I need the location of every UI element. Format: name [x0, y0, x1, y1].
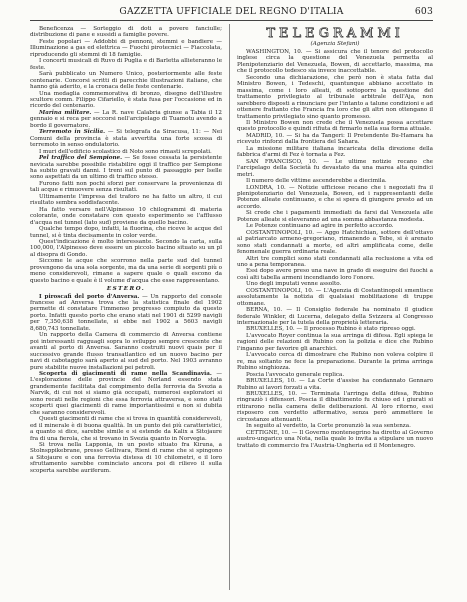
section-heading-estero: ESTERO.	[106, 286, 146, 293]
paragraph: Si trova nella Lapponia, in un posto situato fra Kiruna, a Stolnsppikebrane, presso Gellivara, Rieni di rame che si spingono a Sitojaure e con una ferrovia distesa di 10 chilometri, e il loro sfruttamento sarebbe cominciato ancora poi di rilievo il sulla scoperta sarebbe auriferum.	[30, 442, 222, 474]
article-text: — L'esplorazione delle provincie del Norland essendo stata grandemente facilitata dal compimento della ferrovia da Svezia a Narvik, di cui noi si siamo già occupati, numerosi esploratori si sono recati nelle regioni che essa ferrovia attraversa, e sono stati scoperti quei giacimenti di rame importantissimi e non si dubita che saranno considerevoli.	[30, 371, 222, 416]
telegram-paragraph	[237, 288, 433, 307]
page-number: 603	[414, 6, 433, 17]
paragraph: Ultimamente l'impresa del traforo ne ha fatto un altro, il cui risultato sembra soddisfacente.	[30, 193, 222, 207]
article-text: — Si telegrafa da Siracusa, 11: — Nei Comuni della provincia è stata avvertita una forte scossa di terremoto in senso ondulatorio.	[30, 129, 223, 149]
article-scoperta	[30, 371, 222, 416]
telegram-dateline: WASHINGTON, 10.	[246, 49, 303, 55]
telegram-paragraph	[237, 352, 433, 371]
telegram-text: — L'Agenzia di Costantinopoli smentisce assolutamente la notizia di qualsiasi mobilitazione di truppe ottomane.	[237, 287, 433, 307]
paragraph: Un rapporto della Camera di commercio di Anversa contiene poi interessanti ragguagli sopra lo sviluppo sempre crescente che avanti al porto di Anversa. Saranno costruiti nuovi quais per il successivo grande flusso transatlantico ed un nuovo bacino per navi di cabotaggio sarà aperto al sud del porto. Nel 1903 avranno pure stabilite nuove installazioni pei petroli.	[30, 332, 222, 371]
newspaper-title: GAZZETTA UFFICIALE DEL REGNO D'ITALIA	[119, 6, 344, 17]
right-column	[237, 26, 433, 449]
telegram-text: Essi dopo avere preso una nave in grado di eseguire dei fuochi a così alti tabella armeni incendiando loro l'onore.	[237, 268, 433, 281]
paragraph: Una medaglia commemorativa di bronzo, disegno dell'illustre scultore comm. Filippo Cifariello, è stata fusa per l'occasione ed in ricordo del centenario.	[30, 90, 222, 110]
article-heading: I piroscafi del porto d'Anversa.	[39, 293, 140, 300]
paragraph: Questi giacimenti di rame che si trova in quantità considerevoli, ed il minerale è di buona qualità. In un punto dei più caratteristici, a quanto si dice, sarebbe simile e si estende da Kalix a Sitojaure fra di una fierola, che si trovano in Svezia quanto in Norvegia.	[30, 416, 222, 442]
telegram-text: Secondo una dichiarazione, che però non è stata fatta dal Ministro Bowen, i Tedeschi, quantunque abbiano accettato in massima, come i loro alleati, di sottoporre la questione del trattamento privilegiato al tribunale arbitrale dell'Aja, non sarebbero disposti a rinunciare per l'intanto a talune condizioni e ad ottenere frattanto che Francia fra loro che gli altri non ottengano il trattamento privilegiato sino quanto promesso.	[237, 74, 433, 120]
article-terremoto	[30, 129, 222, 148]
column-divider	[229, 24, 230, 590]
telegram-text: Uno degli imputati venne assolto.	[246, 281, 342, 288]
paragraph: Siccome le acque che scorrono nella parte sud del tunnel provengono da una sola sorgente, ma da una serie di sorgenti più o meno considerevoli, rimane a sapere quale o quali escono da questo bacino e quale è il volume d'acqua che esse rappresentano.	[30, 258, 222, 284]
telegram-dateline: BERNA, 10.	[246, 307, 283, 314]
telegram-paragraph	[237, 256, 433, 269]
telegram-text: — Si assicura che il tenore del protocollo inglese circa la questione del Venezuela permetta al Plenipotenziario del Venezuela, Bowen, di accettarlo, massima, ma che il protocollo tedesco sia invece inaccettabile.	[237, 49, 433, 75]
telegram-dateline: BRUXELLES, 10.	[246, 391, 298, 398]
article-text: — La R. nave Calabria giunse a Tabia il 12 gennaio e si reca per soccorsi nell'arcipelago di Tuamotu avendo a bordo il governatore.	[30, 109, 222, 129]
telegram-dateline: COSTANTINOPOLI, 10.	[246, 229, 314, 236]
paragraph: I concerti musicali di Ruvo di Puglia e di Barletta allieteranno le feste.	[30, 58, 222, 71]
telegram-paragraph	[237, 159, 433, 178]
paragraph: Ha fatto versare nell'Alpinesso 10 chilogrammi di materia colorante, onde constatare con questo esperimento se l'afflusso d'acqua nel tunnel (lato sud) proviene da quello bacino.	[30, 206, 222, 226]
telegram-text: — Terminata l'arringa della difesa, Rubino ringraziò i difensori. Poscia il dibattimento fu chiuso ed i giurati si ritirarono nella camera delle deliberazioni. Al loro ritorno, essi risposero con verdetto affermativo, senza però ammettere le circostanze attenuanti.	[237, 391, 434, 423]
article-marina	[30, 110, 222, 129]
telegram-text: La missione militare italiana incaricata della direzione della fabbrica d'armi di Fez è tornata a Fez.	[237, 145, 433, 159]
telegram-list	[237, 49, 433, 449]
telegram-text: Si crede che i pagamenti immediati da farsi dal Venezuela alle Potenze alleate si eleveranno ad una somma abbastanza modesta.	[237, 210, 433, 223]
telegram-text: Altri tre complici sono stati condannati alla reclusione a vita ed uno a pena temporanea.	[237, 255, 433, 268]
telegram-paragraph	[237, 378, 433, 391]
paragraph: Sarà pubblicato un Numero Unico, posteriormente alle feste centenarie. Concorsi scritti di parecchie illustrazioni italiane, che hanno già aderito, e la cronaca delle feste centenarie.	[30, 71, 222, 91]
telegram-text: — Il processo Rubino è stato ripreso oggi.	[296, 326, 416, 333]
telegram-text: Le Potenze continuano ad agire in perfetto accordo.	[246, 223, 394, 230]
telegram-paragraph	[237, 185, 433, 211]
telegram-paragraph	[237, 210, 433, 223]
intro-section	[30, 26, 222, 110]
banner-title: TELEGRAMMI	[266, 26, 404, 41]
header-rule	[30, 20, 433, 21]
telegram-text: Poscia l'avvocato generale replica.	[246, 371, 345, 378]
paragraph: Quest'indicazione è molto interessante. Secondo la carta, sulla 100,000, l'Alpinesso deve essere un piccolo bacino situato su un pl al disopra di Gondo.	[30, 238, 222, 258]
telegram-dateline: LONDRA, 10.	[246, 184, 286, 191]
telegram-paragraph	[237, 307, 433, 326]
telegram-text: Il numero delle vittime ascenderebbe a diecimila.	[246, 178, 387, 185]
article-heading: Terremoto in Sicilia.	[39, 129, 106, 136]
article-traffico	[30, 155, 222, 181]
paragraph: Beneficenza — Sorteggio di doti a povere fanciulle; distribuzione di pane e sussidi a famiglie povere.	[30, 26, 222, 39]
telegrammi-banner	[237, 26, 433, 47]
telegram-paragraph	[237, 49, 433, 75]
banner-subtitle: (Agenzia Stefani)	[310, 41, 360, 47]
paragraph: I muri dell'edificio scolastico di Noto sono rimasti screpolati.	[39, 148, 212, 155]
telegram-dateline: BRUXELLES, 10.	[246, 326, 295, 333]
paragraph: Feste popolari — Addobbi di pennoni, stemmi e bandiere — Illuminazione a gas ed elettrica — Fuochi pirotecnici — Fiaccolata, riproducendo gli stemmi di 18 famiglie.	[30, 38, 222, 58]
telegram-paragraph	[237, 430, 433, 449]
paragraph: Furono fatti non pochi sforzi per conservare la provenienza di tali acque e rimuovere senza risultati.	[30, 180, 222, 194]
telegram-paragraph	[237, 333, 433, 352]
telegram-text: L'avvocato Royer continua la sua arringa di difesa. Egli spiega le ragioni delle relazioni di Rubino con la polizia e dice che Rubino l'inganno per favorire gli anarchici.	[237, 332, 433, 352]
telegram-paragraph	[237, 268, 433, 281]
page-header	[30, 6, 433, 20]
telegram-dateline: COSTANTINOPOLI, 10.	[246, 287, 314, 294]
telegram-paragraph	[237, 120, 433, 133]
left-column	[30, 26, 222, 474]
telegram-text: — Il Consiglio federale ha nominato il giudice federale Winkler, di Lucerna, delegato della Svizzera al Congresso internazionale per la tutela della proprietà letteraria.	[237, 307, 433, 327]
telegram-text: In seguito al verdetto, la Corte pronunziò la sua sentenza.	[246, 423, 411, 430]
telegram-text: — Si ha da Tangeri: Il Pretendente Bu-Hamara ha ricevuto rinforzi dalla frontiera del Sahara.	[237, 132, 433, 146]
paragraph: Qualche tempo dopo, infatti, la fluorina, che riceve le acque del tunnel, si è tinta decisamente in color verde.	[30, 226, 222, 239]
telegram-paragraph	[237, 75, 433, 120]
telegram-text: — Il Governo montenegrino ha diretto al Governo austro-ungarico una Nota, nella quale lo invita a stipulare un nuovo trattato di commercio fra l'Austria-Ungheria ed il Montenegro.	[237, 429, 434, 449]
article-text: — Un rapporto del console francese ad Anversa trova che la statistica finale del 1902 permette di constatare l'immenso progresso compiuto da questo porto. Infatti questo porto che erano stati nel 1901 di 5299 navigli per 7,350,638 tonnellate, si ebbe nel 1902 a 5603 navigli 8,680,743 tonnellate.	[30, 293, 222, 332]
telegram-dateline: CETTIGNE, 10.	[246, 429, 291, 436]
telegram-text: Il Ministro Bowen non crede che il Venezuela possa accettare questo protocollo e quindi rifiuta di firmarlo nella sua forma attuale.	[237, 119, 433, 133]
telegram-text: — Le ultime notizie recano che l'arcipelago della Società fu devastato da una marea alta quindici metri.	[237, 158, 433, 178]
article-text: — Se fosse cessata la persistente nevicata sarebbe possibile ristabilire oggi il traffico per Sempione ha subito gravati danni. I treni sul punto di passaggio per Iselle sono aspettati da un ultimo di traffico stesso.	[30, 155, 222, 181]
article-heading: Marina militare.	[39, 109, 92, 116]
telegram-text: — Aggo Hatchichian, sottore dell'ottavo al patriarcato armeno-gregoriano, rimanendo a Tebe, si è arenato sono stati condannati a morte, ed altri amplificata come, delle fenomenale guerra ordinaria reale.	[237, 229, 433, 256]
article-heading: Scoperta di giacimenti di rame nella Scandinavia.	[39, 371, 212, 378]
telegram-paragraph	[237, 391, 433, 423]
article-heading: Pel traffico del Sempione.	[39, 155, 123, 162]
telegram-paragraph	[237, 146, 433, 159]
telegram-text: L'avvocato cerca di dimostrare che Rubino non voleva colpire il re, ma soltanto ne fece la preparazione. Durante la prima arringa Rubino singhiozza.	[237, 352, 433, 372]
telegram-dateline: MADRID, 10.	[246, 132, 285, 139]
telegram-dateline: BRUXELLES, 10.	[246, 378, 297, 385]
article-anversa	[30, 294, 222, 333]
telegram-paragraph	[237, 230, 433, 256]
telegram-text: — Notizie ufficiose recano che i negoziati fra il plenipotenziario del Venezuela, Bowen, ed i rappresentanti delle Potenze alleate continuano, e che si spera di giungere presto ad un accordo.	[237, 184, 433, 210]
telegram-text: — La Corte d'assise ha condannato Gennaro Rubino ai lavori forzati a vita.	[237, 378, 434, 391]
telegram-dateline: SAN FRANCISCO, 10.	[246, 158, 318, 165]
telegram-paragraph	[237, 133, 433, 146]
